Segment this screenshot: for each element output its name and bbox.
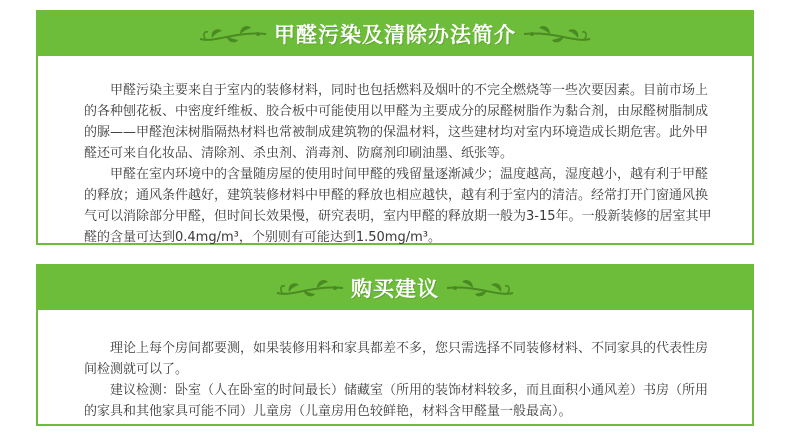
section-body <box>38 310 752 432</box>
paragraph: 理论上每个房间都要测，如果装修用料和家具都差不多，您只需选择不同装修材料、不同家具的代表性房间检测就可以了。 <box>84 341 709 377</box>
vine-ornament-left-icon <box>198 21 268 47</box>
section-header <box>38 266 752 310</box>
purchase-advice-panel <box>36 264 754 426</box>
title-wrap <box>275 273 515 303</box>
vine-ornament-right-icon <box>445 275 515 301</box>
paragraph: 甲醛在室内环境中的含量随房屋的使用时间甲醛的残留量逐渐减少；温度越高，湿度越小，越有利于甲醛的释放；通风条件越好，建筑装修材料中甲醛的释放也相应越快，越有利于室内的清洁。经常打开门窗通风换气可以消除部分甲醛，但时间长效果慢，研究表明，室内甲醛的释放期一般为3-15年。一般新装修的居室其甲醛的含量可达到0.4mg/m³，个别则有可能达到1.50mg/m³。 <box>84 167 712 245</box>
paragraph: 建议检测：卧室（人在卧室的时间最长）储藏室（所用的装饰材料较多，而且面积小通风差）书房（所用的家具和其他家具可能不同）儿童房（儿童房用色较鲜艳，材料含甲醛量一般最高）。 <box>84 383 709 419</box>
vine-ornament-left-icon <box>275 275 345 301</box>
formaldehyde-intro-panel <box>36 10 754 245</box>
title-wrap <box>198 19 592 49</box>
section-title: 购买建议 <box>351 277 439 301</box>
vine-ornament-right-icon <box>522 21 592 47</box>
section-title: 甲醛污染及清除办法简介 <box>274 23 516 47</box>
section-body <box>38 56 752 258</box>
section-header <box>38 12 752 56</box>
paragraph: 甲醛污染主要来自于室内的装修材料，同时也包括燃料及烟叶的不完全燃烧等一些次要因素。目前市场上的各种刨花板、中密度纤维板、胶合板中可能使用以甲醛为主要成分的尿醛树脂作为黏合剂，由尿醛树脂制成的脲——甲醛泡沫树脂隔热材料也常被制成建筑物的保温材料，这些建材均对室内环境造成长期危害。此外甲醛还可来自化妆品、清除剂、杀虫剂、消毒剂、防腐剂印刷油墨、纸张等。 <box>84 83 709 161</box>
